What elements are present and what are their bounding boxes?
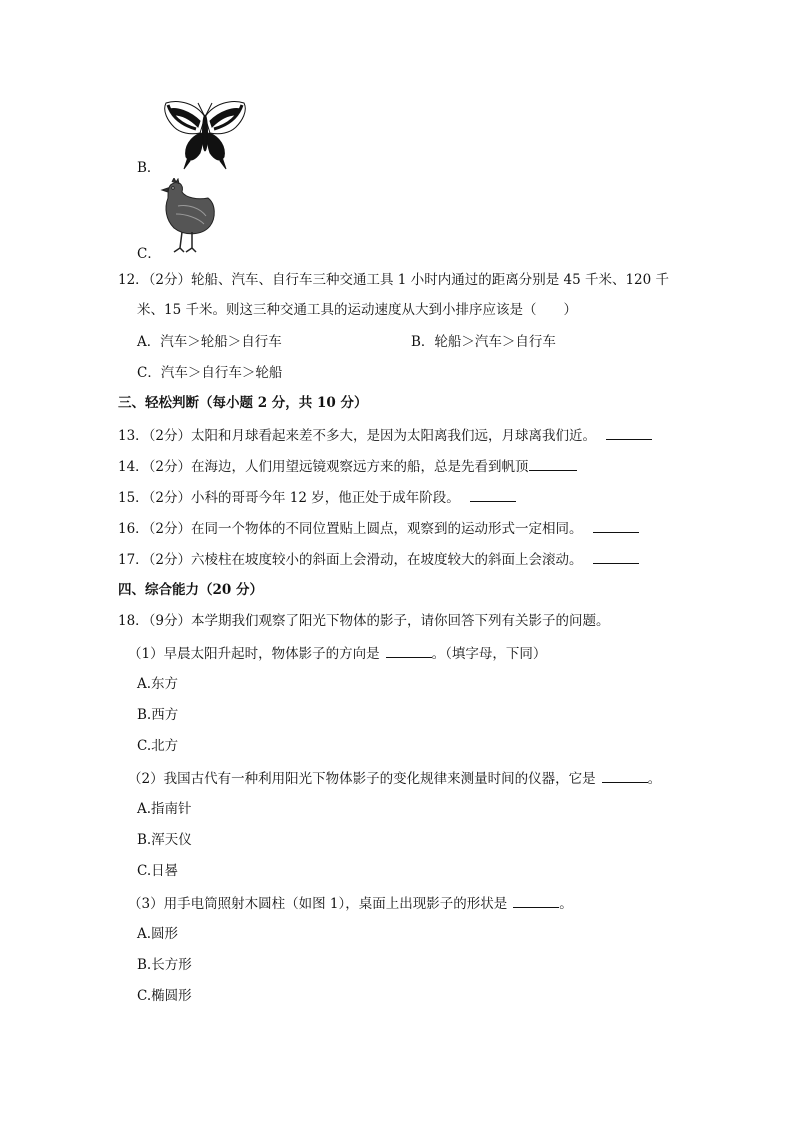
q17-text: 17．（2分）六棱柱在坡度较小的斜面上会滑动，在坡度较大的斜面上会滚动。 bbox=[118, 552, 583, 568]
q18-sub1-option-c: C.北方 bbox=[137, 738, 179, 754]
q16-text: 16．（2分）在同一个物体的不同位置贴上圆点，观察到的运动形式一定相同。 bbox=[118, 521, 583, 537]
q15-answer-blank[interactable] bbox=[470, 487, 516, 502]
q18-sub3-answer-blank[interactable] bbox=[513, 893, 559, 908]
q18-sub3-text: （3）用手电筒照射木圆柱（如图 1），桌面上出现影子的形状是 bbox=[128, 896, 508, 912]
q12-stem-line1: 12．（2分）轮船、汽车、自行车三种交通工具 1 小时内通过的距离分别是 45 千米、120 千 bbox=[118, 272, 670, 288]
q18-sub3-option-b: B.长方形 bbox=[137, 957, 192, 973]
q13-item bbox=[118, 425, 652, 446]
section-4-title: 四、综合能力（20 分） bbox=[118, 582, 263, 598]
q12-option-c: C．汽车＞自行车＞轮船 bbox=[137, 365, 283, 381]
q18-sub2-answer-blank[interactable] bbox=[602, 768, 648, 783]
q18-sub3-option-a: A.圆形 bbox=[137, 926, 179, 942]
q18-stem: 18．（9分）本学期我们观察了阳光下物体的影子，请你回答下列有关影子的问题。 bbox=[118, 613, 610, 629]
section-3-title: 三、轻松判断（每小题 2 分，共 10 分） bbox=[118, 395, 368, 411]
q18-sub2 bbox=[128, 768, 661, 789]
q18-sub1-suffix: 。（填字母，下同） bbox=[431, 646, 547, 662]
q15-item bbox=[118, 487, 516, 508]
q18-sub1-option-b: B.西方 bbox=[137, 707, 179, 723]
q16-answer-blank[interactable] bbox=[593, 518, 639, 533]
q17-answer-blank[interactable] bbox=[593, 549, 639, 564]
q14-answer-blank[interactable] bbox=[529, 456, 577, 471]
q12-stem-line2: 米、15 千米。则这三种交通工具的运动速度从大到小排序应该是（ ） bbox=[137, 302, 577, 318]
q18-sub3-suffix: 。 bbox=[559, 896, 573, 912]
q18-sub1-text: （1）早晨太阳升起时，物体影子的方向是 bbox=[128, 646, 380, 662]
q13-text: 13．（2分）太阳和月球看起来差不多大，是因为太阳离我们远，月球离我们近。 bbox=[118, 428, 597, 444]
q14-text: 14．（2分）在海边，人们用望远镜观察远方来的船，总是先看到帆顶 bbox=[118, 459, 529, 475]
q18-sub2-option-b: B.浑天仪 bbox=[137, 832, 192, 848]
hen-icon bbox=[158, 178, 218, 254]
butterfly-icon bbox=[160, 97, 250, 173]
q18-sub1 bbox=[128, 643, 546, 664]
q12-option-b: B．轮船＞汽车＞自行车 bbox=[411, 334, 556, 350]
q18-sub1-option-a: A.东方 bbox=[137, 676, 179, 692]
q11-option-c-label: C． bbox=[137, 246, 161, 262]
q16-item bbox=[118, 518, 639, 539]
q15-text: 15．（2分）小科的哥哥今年 12 岁，他正处于成年阶段。 bbox=[118, 490, 460, 506]
q18-sub3-option-c: C.椭圆形 bbox=[137, 988, 192, 1004]
q14-item bbox=[118, 456, 577, 477]
q17-item bbox=[118, 549, 639, 570]
q13-answer-blank[interactable] bbox=[606, 425, 652, 440]
q12-option-a: A．汽车＞轮船＞自行车 bbox=[137, 334, 282, 350]
q18-sub2-option-c: C.日晷 bbox=[137, 863, 179, 879]
q18-sub1-answer-blank[interactable] bbox=[386, 643, 432, 658]
q18-sub2-text: （2）我国古代有一种利用阳光下物体影子的变化规律来测量时间的仪器，它是 bbox=[128, 771, 596, 787]
q11-option-b-label: B． bbox=[137, 160, 161, 176]
q18-sub2-option-a: A.指南针 bbox=[137, 801, 192, 817]
q18-sub2-suffix: 。 bbox=[647, 771, 662, 787]
q18-sub3 bbox=[128, 893, 573, 914]
